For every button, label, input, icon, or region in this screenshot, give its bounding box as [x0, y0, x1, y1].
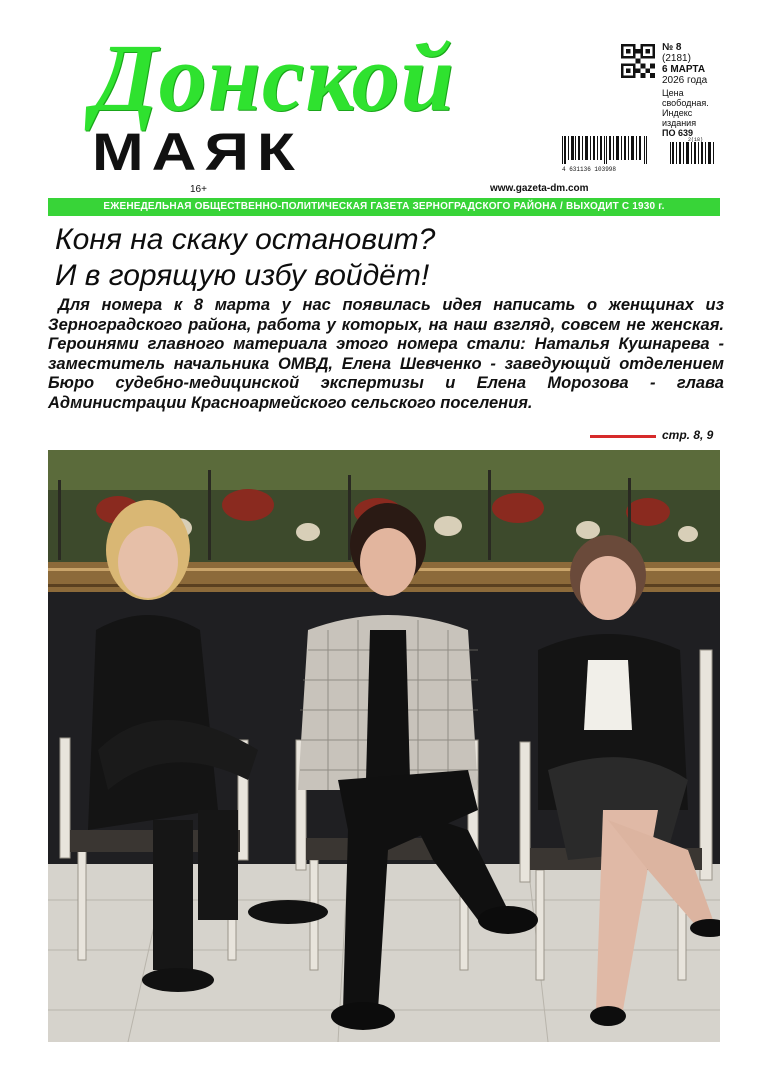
price-line: свободная. — [662, 98, 709, 108]
page-ref-rule — [590, 435, 656, 438]
cover-photo — [48, 450, 720, 1042]
page-reference[interactable]: стр. 8, 9 — [662, 428, 714, 442]
website-link[interactable]: www.gazeta-dm.com — [490, 183, 589, 194]
price-info — [662, 88, 709, 138]
headline-line: Коня на скаку остановит? — [55, 223, 436, 256]
issue-number: № 8 — [662, 42, 682, 53]
headline — [55, 222, 655, 294]
lead-paragraph: Для номера к 8 марта у нас появилась идея написать о женщинах из Зерноградского района, работа у которых, на наш взгляд, совсем не женская. Героинями главного материала этого номера стали: Наталья Кушнарева - заместитель начальника ОМВД, Елена Шевченко - заведующий отделением Бюро судебно-медицинской экспертизы и Елена Морозова - глава Администрации Красноармейского сельского поселения. — [48, 296, 724, 412]
barcode-addon: 2(18) — [688, 137, 704, 143]
masthead-title-top: Донской — [92, 24, 455, 131]
age-rating: 16+ — [190, 184, 207, 195]
issue-year: 2026 года — [662, 75, 708, 86]
price-line: Цена — [662, 88, 684, 98]
issue-info — [662, 42, 707, 86]
masthead-title-bottom: МАЯК — [92, 123, 303, 182]
issue-date: 6 МАРТА — [662, 64, 706, 75]
index-code: ПО 639 — [662, 128, 693, 138]
issue-total: (2181) — [662, 53, 691, 64]
barcode-icon — [560, 136, 718, 172]
price-line: издания — [662, 118, 697, 128]
qr-code-icon — [621, 44, 655, 78]
headline-line: И в горящую избу войдёт! — [55, 259, 430, 292]
tagline-strip: ЕЖЕНЕДЕЛЬНАЯ ОБЩЕСТВЕННО-ПОЛИТИЧЕСКАЯ ГАЗЕТА ЗЕРНОГРАДСКОГО РАЙОНА / ВЫХОДИТ С 1930 г. — [48, 198, 720, 216]
price-line: Индекс — [662, 108, 693, 118]
barcode-digits: 4 631136 103998 — [562, 166, 617, 172]
